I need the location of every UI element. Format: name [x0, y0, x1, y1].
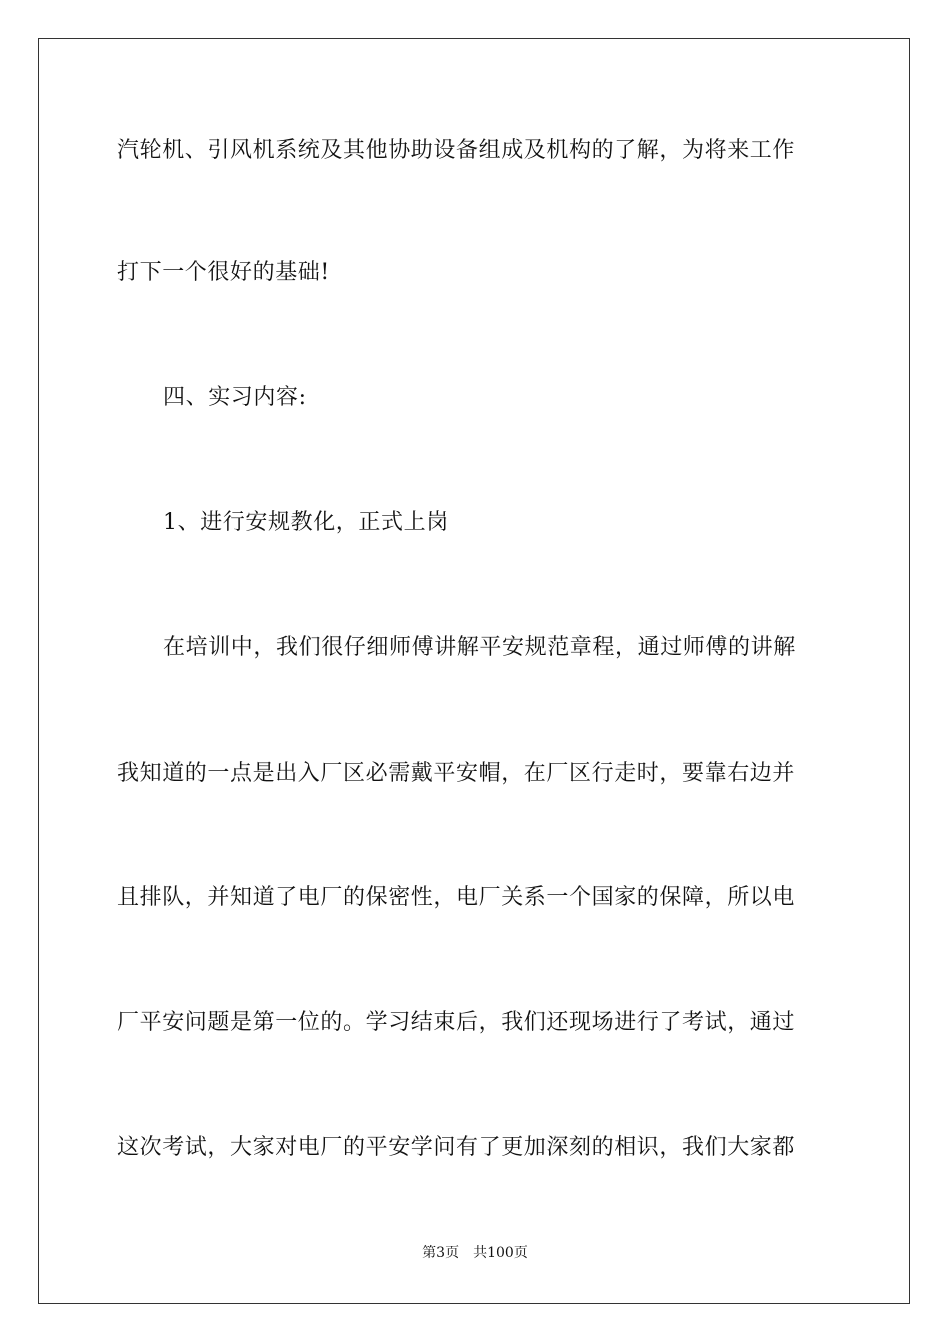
paragraph-line-4: 厂平安问题是第一位的。学习结束后，我们还现场进行了考试，通过	[117, 1010, 796, 1035]
subsection-heading: 1、进行安规教化，正式上岗	[163, 510, 449, 535]
paragraph-line-2: 我知道的一点是出入厂区必需戴平安帽，在厂区行走时，要靠右边并	[117, 761, 796, 786]
page-footer	[0, 1244, 950, 1262]
text-line-1: 汽轮机、引风机系统及其他协助设备组成及机构的了解，为将来工作	[117, 138, 796, 163]
paragraph-line-5: 这次考试，大家对电厂的平安学问有了更加深刻的相识，我们大家都	[117, 1135, 796, 1160]
paragraph-line-1: 在培训中，我们很仔细师傅讲解平安规范章程，通过师傅的讲解	[163, 635, 796, 660]
paragraph-line-3: 且排队，并知道了电厂的保密性，电厂关系一个国家的保障，所以电	[117, 885, 796, 910]
total-pages: 共100页	[473, 1245, 528, 1261]
section-heading: 四、实习内容:	[163, 385, 307, 410]
page-number: 第3页	[422, 1245, 460, 1261]
page-border	[38, 38, 910, 1304]
text-line-2: 打下一个很好的基础!	[117, 260, 330, 285]
